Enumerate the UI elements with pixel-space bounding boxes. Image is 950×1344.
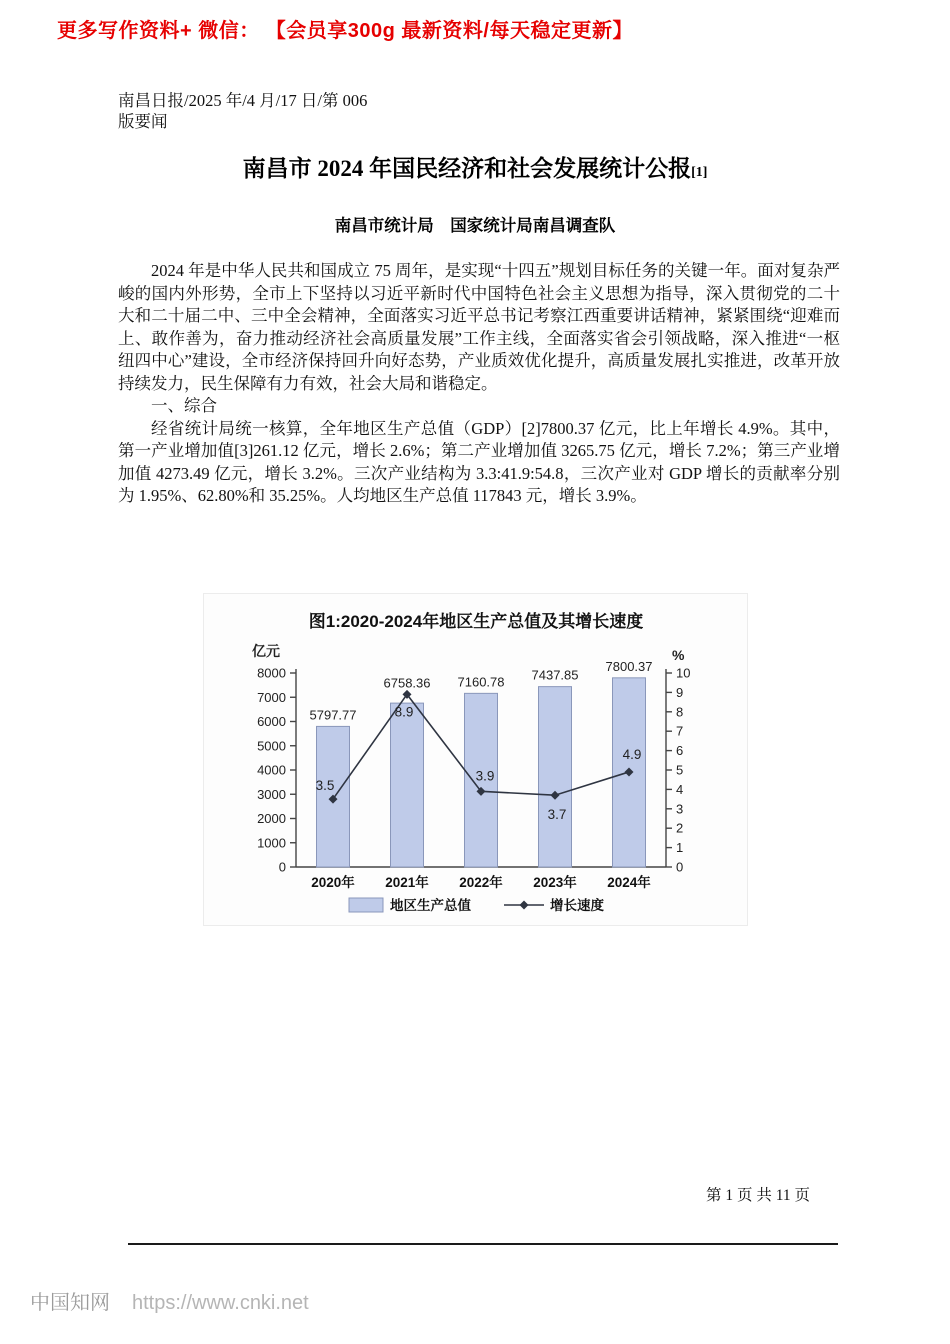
article-byline: 南昌市统计局 国家统计局南昌调查队 [334, 216, 616, 235]
bar-value-label: 7160.78 [457, 674, 505, 690]
page-number: 第 1 页 共 11 页 [705, 1187, 810, 1204]
left-axis-tick-label: 6000 [257, 714, 286, 729]
publication-line-1: 南昌日报/2025 年/4 月/17 日/第 006 [118, 91, 368, 110]
left-axis-tick-label: 3000 [257, 786, 286, 802]
x-axis-label-2022年: 2022年 [459, 875, 503, 890]
right-axis-tick-label: 8 [676, 704, 684, 720]
left-axis-tick-label: 0 [278, 859, 286, 875]
article-title-text: 南昌市 2024 年国民经济和社会发展统计公报 [242, 156, 692, 181]
bar-value-label: 5797.77 [309, 707, 357, 723]
right-axis-tick-label: 4 [676, 781, 684, 797]
paragraph-gdp: 经省统计局统一核算，全年地区生产总值（GDP）[2]7800.37 亿元，比上年增长 4.9%。其中，第一产业增加值[3]261.12 亿元，增长 2.6%；第二产业增加值 3265.75 亿元，增长 7.2%；第三产业增加值 4273.49 亿元，增长 3.2%。三次产业结构为 3.3:41.9:54.8，三次产业对 GDP 增长的贡献率分别为 1.95%、62.80%和 35.25%。人均地区生产总值 117843 元，增长 3.9%。 [118, 418, 840, 505]
bar-value-label: 7800.37 [605, 658, 653, 674]
left-axis-tick-label: 2000 [257, 811, 286, 826]
bar-2021年 [391, 703, 424, 867]
legend-bar-label: 地区生产总值 [390, 898, 471, 913]
growth-value-label: 4.9 [622, 746, 642, 762]
left-axis-tick-label: 1000 [257, 835, 286, 851]
right-axis-tick-label: 1 [676, 840, 684, 856]
bar-value-label: 6758.36 [383, 675, 431, 691]
right-axis-tick-label: 0 [676, 859, 684, 875]
footnote-divider [128, 1243, 838, 1245]
article-title [0, 150, 950, 183]
paragraph-intro: 2024 年是中华人民共和国成立 75 周年，是实现“十四五”规划目标任务的关键一年。面对复杂严峻的国内外形势，全市上下坚持以习近平新时代中国特色社会主义思想为指导，深入贯彻党的二十大和二十届二中、三中全会精神，全面落实习近平总书记考察江西重要讲话精神，紧紧围绕“迎难而上、敢作善为，奋力推动经济社会高质量发展”工作主线，全面落实省会引领战略，深入推进“一枢纽四中心”建设，全市经济保持回升向好态势，产业质效优化提升，高质量发展扎实推进，改革开放持续发力，民生保障有力有效，社会大局和谐稳定。 [118, 261, 840, 393]
growth-value-label: 3.5 [315, 778, 335, 794]
left-axis-tick-label: 5000 [257, 738, 286, 754]
section-heading-1: 一、综合 [151, 396, 217, 415]
right-axis-tick-label: 7 [676, 723, 684, 739]
publication-line-2: 版要闻 [118, 112, 168, 131]
cnki-url: https://www.cnki.net [132, 1292, 309, 1314]
left-axis-tick-label: 4000 [257, 762, 286, 778]
x-axis-label-2020年: 2020年 [311, 875, 355, 890]
growth-value-label: 3.7 [547, 807, 567, 823]
publication-info [118, 90, 367, 132]
right-axis-tick-label: 10 [676, 665, 691, 681]
growth-value-label: 8.9 [394, 704, 414, 720]
watermark [30, 1286, 309, 1315]
bar-value-label: 7437.85 [531, 667, 579, 683]
left-axis-tick-label: 8000 [257, 665, 286, 681]
x-axis-label-2023年: 2023年 [533, 875, 577, 890]
left-axis-tick-label: 7000 [257, 689, 286, 705]
growth-value-label: 3.9 [475, 768, 495, 784]
cnki-site-name: 中国知网 [30, 1292, 110, 1314]
right-axis-tick-label: 3 [676, 801, 684, 817]
figure-1-gdp-chart [203, 593, 748, 926]
footnote-ref-1: [1] [691, 165, 708, 180]
left-axis-unit: 亿元 [252, 643, 280, 659]
legend-bar-swatch [349, 898, 383, 912]
legend-line-marker [520, 901, 529, 910]
legend-line-label: 增长速度 [550, 898, 604, 913]
right-axis-unit: % [672, 647, 685, 663]
gdp-growth-chart-svg [204, 594, 747, 925]
right-axis-tick-label: 2 [676, 820, 684, 836]
right-axis-tick-label: 6 [676, 743, 684, 759]
x-axis-label-2021年: 2021年 [385, 875, 429, 890]
article-body [118, 260, 840, 508]
right-axis-tick-label: 5 [676, 762, 684, 778]
right-axis-tick-label: 9 [676, 684, 684, 700]
chart-title: 图1:2020-2024年地区生产总值及其增长速度 [308, 612, 644, 631]
promo-banner-text: 更多写作资料+ 微信： 【会员享300g 最新资料/每天稳定更新】 [57, 20, 633, 42]
x-axis-label-2024年: 2024年 [607, 875, 651, 890]
bar-2023年 [539, 687, 572, 867]
